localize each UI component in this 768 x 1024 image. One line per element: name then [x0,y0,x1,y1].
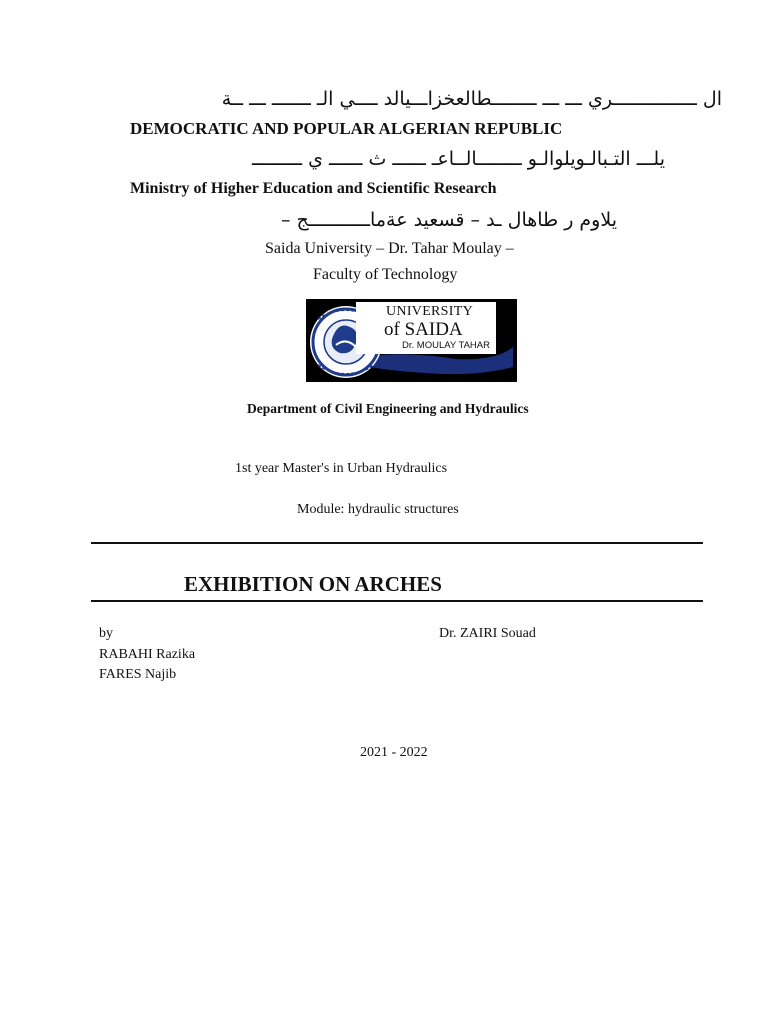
arabic-republic-title: ال ـــــــــــــــري ـــ ـــ ــــــــطالعخزاـــيالد ــــي الـ ـــــــ ـــ ــة [221,88,722,110]
author-name: FARES Najib [99,667,177,682]
author-name: RABAHI Razika [99,647,196,662]
arabic-ministry-title: يلـــ التـبالـويلوالـو ــــــــالــاعـ ــــــ ث ــــــ ي ـــــــــ [251,148,665,170]
ministry-title: Ministry of Higher Education and Scientific Research [130,180,497,197]
academic-year: 2021 - 2022 [360,745,428,760]
logo-moulay-label: Dr. MOULAY TAHAR [402,340,490,351]
logo-saida-label: of SAIDA [384,319,463,340]
module-name: Module: hydraulic structures [297,502,459,517]
document-title: EXHIBITION ON ARCHES [184,572,442,596]
program-name: 1st year Master's in Urban Hydraulics [235,461,448,476]
by-label: by [99,626,113,641]
faculty-name: Faculty of Technology [313,266,458,283]
arabic-university-title: يلاوم ر طاهال ـد – قسعيد عةماـــــــــــج – [281,209,617,231]
republic-title: DEMOCRATIC AND POPULAR ALGERIAN REPUBLIC [130,119,563,138]
logo-university-label: UNIVERSITY [386,304,473,319]
supervisor-name: Dr. ZAIRI Souad [439,626,536,641]
top-divider [91,542,703,544]
bottom-divider [91,600,703,602]
department-name: Department of Civil Engineering and Hydraulics [247,401,529,416]
university-name: Saida University – Dr. Tahar Moulay – [265,240,514,257]
university-logo [306,299,517,382]
